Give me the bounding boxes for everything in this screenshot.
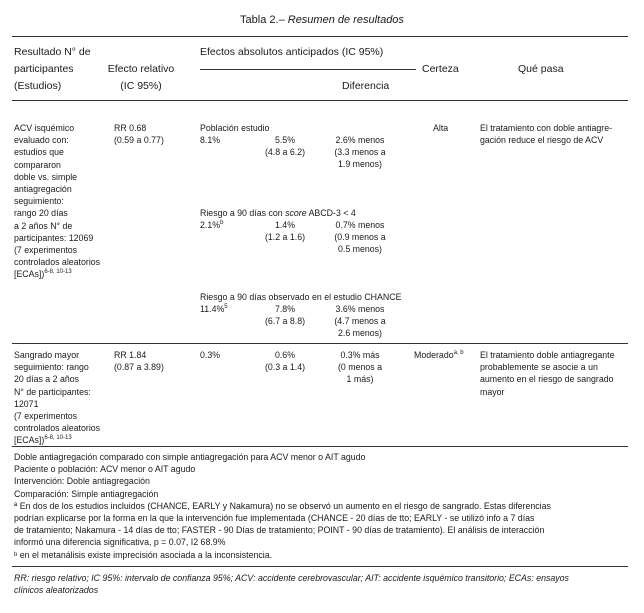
row1-outcome-sup: 6-8, 10-13 — [44, 269, 72, 276]
header-col2 — [98, 61, 184, 95]
row2-diff-ci1: (0 menos a — [337, 362, 382, 373]
footnote-line: ª En dos de los estudios incluidos (CHANCE, EARLY y Nakamura) no se observó un aumento en el riesgo de sangrado. Estas diferencias — [14, 500, 551, 511]
row1-outcome-line: rango 20 días — [14, 208, 68, 219]
row2-que-pasa-line: aumento en el riesgo de sangrado — [480, 374, 614, 385]
row1-sub1-with-ci: (4.8 a 6.2) — [264, 147, 306, 158]
row2-outcome-line: N° de participantes: — [14, 386, 91, 397]
row2-certeza-value: Moderado — [414, 350, 454, 360]
footnote-line: ᵇ en el metanálisis existe imprecisión asociada a la inconsistencia. — [14, 549, 273, 560]
header-diferencia: Diferencia — [342, 80, 390, 92]
footnotes — [14, 451, 551, 561]
row1-sub2-diff — [330, 219, 390, 256]
row2-outcome-line: 12071 — [14, 398, 39, 409]
bottom-rule — [12, 566, 628, 567]
row1-sub1-with — [262, 134, 308, 158]
row1-sub2-with — [262, 219, 308, 243]
footnote-line: Doble antiagregación comparado con simple antiagregación para ACV menor o AIT agudo — [14, 452, 366, 462]
row1-sub2-diff-value: 0.7% menos — [335, 220, 385, 230]
row2-with-ci: (0.3 a 1.4) — [264, 362, 306, 373]
header-bottom-rule — [12, 100, 628, 101]
row1-sub1-diff-value: 2.6% menos — [335, 135, 385, 145]
row1-sub3-baseline-value: 11.4% — [200, 304, 225, 314]
row1-sub1-baseline: 8.1% — [200, 135, 221, 145]
row1-outcome — [14, 122, 100, 281]
row1-sub2-label-pre: Riesgo a 90 días con — [200, 208, 286, 218]
row2-que-pasa-line: mayor — [480, 386, 505, 397]
footnote-line: de tratamiento; Nakamura - 14 días de tto; FASTER - 90 Días de tratamiento; POINT - 90 días de tratamiento). El análisis de interacción — [14, 525, 545, 536]
row1-outcome-line: a 2 años N° de — [14, 220, 73, 231]
row1-sub3-diff-value: 3.6% menos — [335, 304, 385, 314]
row1-sub2-baseline — [200, 219, 223, 231]
row2-baseline: 0.3% — [200, 350, 221, 360]
abbrev-line: clínicos aleatorizados — [14, 585, 99, 596]
row2-outcome-last-line — [14, 434, 100, 446]
row1-outcome-line: participantes: 12069 — [14, 232, 94, 243]
row1-sub1-diff-ci1: (3.3 menos a — [334, 147, 386, 158]
row1-que-pasa — [480, 122, 612, 146]
row1-sub1-diff-ci2: 1.9 menos) — [337, 159, 382, 170]
footnote-line: Comparación: Simple antiagregación — [14, 488, 159, 499]
row2-outcome-line: 20 días a 2 años — [14, 374, 80, 385]
row1-outcome-line: doble vs. simple — [14, 171, 78, 182]
header-col1-line2: participantes — [14, 63, 74, 75]
row1-outcome-line: evaluado con: — [14, 135, 69, 146]
row2-with — [262, 349, 308, 373]
row2-diff-ci2: 1 más) — [346, 374, 374, 385]
footnote-line: informó una diferencia significativa, p = 0.07, I2 68.9% — [14, 537, 226, 548]
row1-rr-ci: (0.59 a 0.77) — [114, 135, 164, 146]
header-span-rule — [200, 69, 416, 70]
row1-outcome-line: (7 experimentos — [14, 245, 78, 256]
header-col1-line1: Resultado N° de — [14, 46, 91, 58]
header-certeza: Certeza — [422, 63, 459, 75]
row1-rr — [114, 122, 164, 146]
row1-sub3-baseline — [200, 303, 228, 315]
row2-que-pasa-line: probablemente se asocie a un — [480, 362, 598, 373]
header-col2-line2: (IC 95%) — [120, 80, 162, 92]
row1-sub1-with-value: 5.5% — [274, 135, 296, 145]
row2-diff — [330, 349, 390, 386]
footnote-top-rule — [12, 446, 628, 447]
row1-sub2-baseline-sup: b — [220, 220, 224, 227]
header-absolute-effects: Efectos absolutos anticipados (IC 95%) — [200, 46, 384, 58]
row2-outcome-line: (7 experimentos — [14, 411, 78, 422]
row2-rr-ci: (0.87 a 3.89) — [114, 362, 164, 373]
row1-sub3-baseline-sup: 5 — [224, 304, 228, 311]
row2-outcome — [14, 349, 100, 447]
footnote-line: Paciente o población: ACV menor o AIT agudo — [14, 464, 196, 475]
row1-sub3-diff — [330, 303, 390, 340]
row-separator — [12, 343, 628, 344]
row2-que-pasa — [480, 349, 615, 398]
row2-certeza — [414, 349, 464, 361]
header-que-pasa: Qué pasa — [518, 63, 564, 75]
row1-sub3-with-ci: (6.7 a 8.8) — [264, 316, 306, 327]
row2-rr — [114, 349, 164, 373]
row1-sub2-with-ci: (1.2 a 1.6) — [264, 232, 306, 243]
row2-outcome-line: seguimiento: rango — [14, 362, 89, 373]
row2-outcome-line: controlados aleatorios — [14, 423, 101, 434]
row1-sub1-diff — [330, 134, 390, 171]
row1-sub2-diff-ci2: 0.5 menos) — [337, 244, 382, 255]
row1-sub3-with-value: 7.8% — [274, 304, 296, 314]
row1-sub3-with — [262, 303, 308, 327]
row2-with-value: 0.6% — [274, 350, 296, 360]
row1-sub3-diff-ci1: (4.7 menos a — [334, 316, 386, 327]
header-col2-line1: Efecto relativo — [107, 63, 175, 75]
row2-outcome-sup: 6-8, 10-13 — [44, 435, 72, 442]
row1-certeza: Alta — [433, 123, 449, 133]
row2-outcome-line: Sangrado mayor — [14, 350, 80, 360]
row1-outcome-line: compararon — [14, 159, 61, 170]
row2-rr-value: RR 1.84 — [114, 350, 147, 360]
title-italic: Resumen de resultados — [287, 14, 404, 26]
row1-outcome-line: estudios que — [14, 147, 64, 158]
row1-sub3-diff-ci2: 2.6 menos) — [337, 328, 382, 339]
row1-outcome-line: seguimiento: — [14, 196, 64, 207]
row1-sub2-label — [200, 207, 356, 219]
row1-outcome-ecas: [ECAs]) — [14, 269, 45, 280]
row1-sub2-baseline-value: 2.1% — [200, 220, 221, 230]
row2-diff-value: 0.3% más — [340, 350, 380, 360]
row1-outcome-line: antiagregación — [14, 184, 72, 195]
row1-rr-value: RR 0.68 — [114, 123, 147, 133]
row1-que-pasa-line: gación reduce el riesgo de ACV — [480, 135, 604, 146]
row1-outcome-line: controlados aleatorios — [14, 257, 101, 268]
row1-outcome-last-line — [14, 268, 100, 280]
row1-sub2-with-value: 1.4% — [274, 220, 296, 230]
row1-sub2-label-post: ABCD-3 < 4 — [306, 208, 356, 218]
row1-sub2-label-italic: score — [285, 208, 307, 218]
footnote-line: Intervención: Doble antiagregación — [14, 476, 150, 487]
top-rule — [12, 36, 628, 37]
row1-sub2-diff-ci1: (0.9 menos a — [334, 232, 386, 243]
table-title — [0, 14, 644, 26]
header-col1-line3: (Estudios) — [14, 80, 62, 92]
row1-sub3-label: Riesgo a 90 días observado en el estudio CHANCE — [200, 292, 402, 302]
abbrev-line: RR: riesgo relativo; IC 95%: intervalo de confianza 95%; ACV: accidente cerebrovascular; AIT: accidente isquémico transitorio; ECAs: ensayos — [14, 573, 569, 583]
row2-outcome-ecas: [ECAs]) — [14, 435, 45, 446]
row1-sub1-label: Población estudio — [200, 123, 270, 133]
abbreviations — [14, 572, 569, 596]
row1-outcome-line: ACV isquémico — [14, 123, 75, 133]
row1-que-pasa-line: El tratamiento con doble antiagre- — [480, 123, 613, 133]
title-prefix: Tabla 2.– — [240, 14, 288, 26]
row2-que-pasa-line: El tratamiento doble antiagregante — [480, 350, 615, 360]
row2-certeza-sup: a, b — [453, 350, 464, 357]
header-col1 — [14, 44, 91, 95]
footnote-line: podrían explicarse por la forma en la que la intervención fue implementada (CHANCE - 20 días de tto; EARLY - se utilizó info a 7 días — [14, 513, 535, 524]
